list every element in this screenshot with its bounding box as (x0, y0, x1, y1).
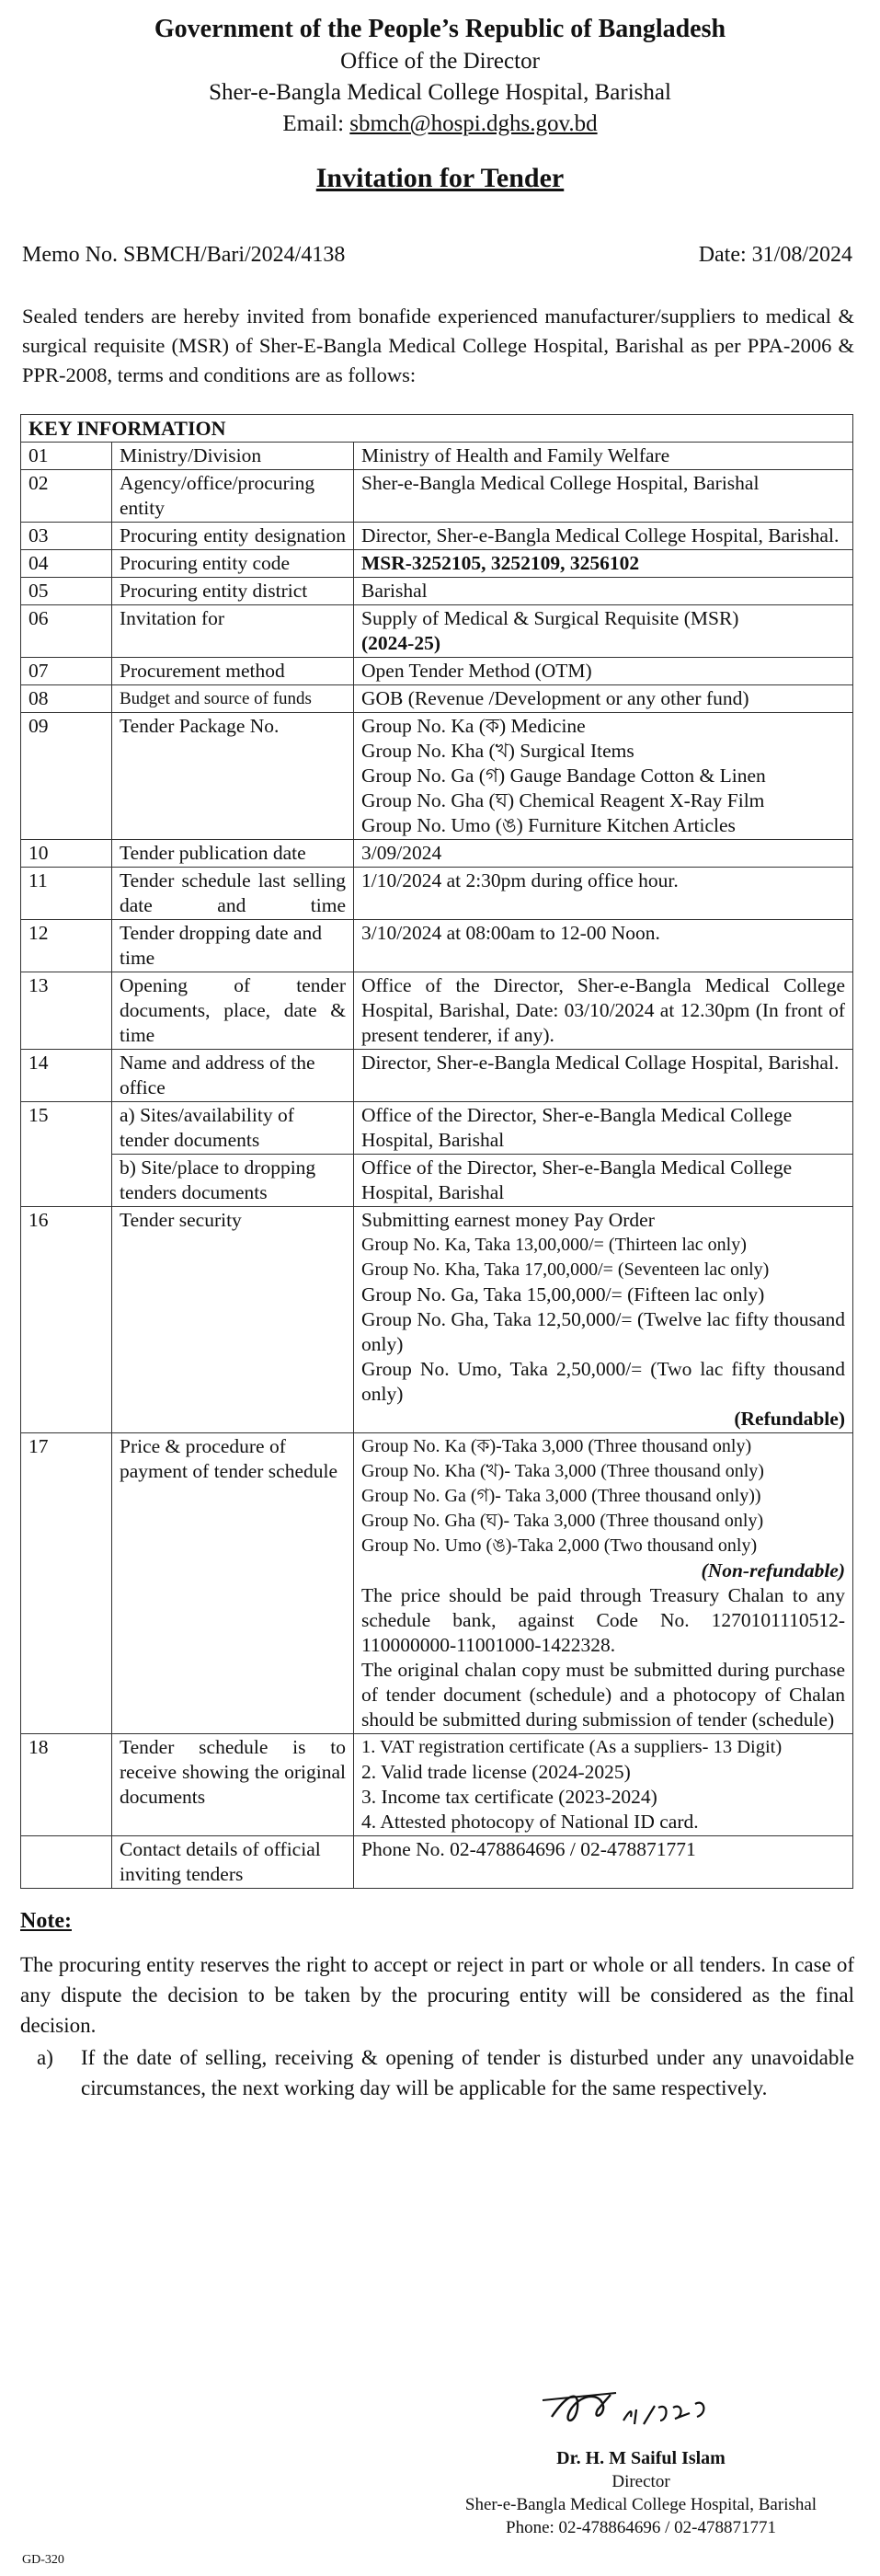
security-group: Group No. Kha, Taka 17,00,000/= (Seventeen lac only) (361, 1259, 770, 1280)
table-row (21, 1102, 853, 1155)
row-number: 18 (21, 1734, 112, 1836)
row-label: Procuring entity designation (112, 523, 354, 550)
table-row (21, 840, 853, 868)
row-label: Procurement method (112, 658, 354, 685)
table-row (21, 713, 853, 840)
memo-date: Date: 31/08/2024 (698, 243, 852, 267)
schedule-price-group: Group No. Ga (গ)- Taka 3,000 (Three thousand only)) (361, 1486, 761, 1506)
table-heading: KEY INFORMATION (21, 415, 853, 443)
invitation-year: (2024-25) (361, 632, 440, 654)
row-label: Procuring entity code (112, 550, 354, 578)
row-value: Office of the Director, Sher-e-Bangla Medical College Hospital, Barishal, Date: 03/10/2024 at 12.30pm (In front of present tenderer, if any). (354, 972, 853, 1050)
table-row (21, 443, 853, 470)
row-number: 03 (21, 523, 112, 550)
payment-instructions: The price should be paid through Treasury Chalan to any schedule bank, against Code No. 1270101110512-110000000-11001000-1422328. (361, 1584, 845, 1656)
row-label: Price & procedure of payment of tender schedule (112, 1433, 354, 1734)
row-value: Director, Sher-e-Bangla Medical College Hospital, Barishal. (354, 523, 853, 550)
page-title: Invitation for Tender (315, 163, 565, 193)
row-number: 14 (21, 1050, 112, 1102)
row-number: 09 (21, 713, 112, 840)
government-name: Government of the People’s Republic of Bangladesh (154, 15, 726, 43)
row-number (21, 1836, 112, 1889)
row-label: Procuring entity district (112, 578, 354, 605)
row-number: 01 (21, 443, 112, 470)
row-number: 07 (21, 658, 112, 685)
note-item-marker: a) (37, 2046, 53, 2069)
director-signature (515, 2360, 846, 2443)
key-information-table (20, 414, 853, 1889)
email-label: Email: (282, 111, 345, 136)
table-row (21, 920, 853, 972)
row-number: 17 (21, 1433, 112, 1734)
signatory-designation: Director (611, 2472, 670, 2491)
row-label: Invitation for (112, 605, 354, 658)
table-row (21, 523, 853, 550)
note-heading: Note: (20, 1909, 72, 1933)
row-number: 15 (21, 1102, 112, 1207)
letterhead (0, 13, 880, 140)
row-label: Agency/office/procuring entity (112, 470, 354, 523)
row-number: 02 (21, 470, 112, 523)
row-value: Barishal (354, 578, 853, 605)
row-label: Ministry/Division (112, 443, 354, 470)
row-value (354, 605, 853, 658)
schedule-price-group: Group No. Ka (ক)-Taka 3,000 (Three thousand only) (361, 1436, 752, 1456)
email-link[interactable]: sbmch@hospi.dghs.gov.bd (349, 111, 598, 136)
intro-paragraph: Sealed tenders are hereby invited from bonafide experienced manufacturer/suppliers to medical & surgical requisite (MSR) of Sher-E-Bangla Medical College Hospital, Barishal as per PPA-2006 & PPR-2008, terms and conditions are as follows: (22, 305, 854, 386)
row-label: Tender Package No. (112, 713, 354, 840)
row-label: Tender schedule last selling date and time (112, 868, 354, 920)
row-number: 05 (21, 578, 112, 605)
package-group: Group No. Umo (ঙ) Furniture Kitchen Articles (361, 814, 736, 836)
memo-number: Memo No. SBMCH/Bari/2024/4138 (22, 243, 346, 267)
row-number: 10 (21, 840, 112, 868)
row-value (354, 1734, 853, 1836)
schedule-price-group: Group No. Kha (খ)- Taka 3,000 (Three thousand only) (361, 1461, 764, 1481)
table-row (21, 868, 853, 920)
required-document: 2. Valid trade license (2024-2025) (361, 1761, 631, 1783)
table-row (21, 1050, 853, 1102)
invitation-text: Supply of Medical & Surgical Requisite (MSR) (361, 607, 739, 629)
row-value: Office of the Director, Sher-e-Bangla Medical College Hospital, Barishal (354, 1155, 853, 1207)
memo-row (22, 239, 852, 270)
row-label: Budget and source of funds (112, 685, 354, 713)
row-number: 04 (21, 550, 112, 578)
row-value: Ministry of Health and Family Welfare (354, 443, 853, 470)
table-row (21, 685, 853, 713)
required-document: 1. VAT registration certificate (As a suppliers- 13 Digit) (361, 1737, 783, 1757)
table-row (21, 1155, 853, 1207)
schedule-price-group: Group No. Gha (ঘ)- Taka 3,000 (Three thousand only) (361, 1511, 764, 1531)
row-label: Tender publication date (112, 840, 354, 868)
row-value: 1/10/2024 at 2:30pm during office hour. (354, 868, 853, 920)
email-line (0, 109, 880, 140)
package-group: Group No. Ka (ক) Medicine (361, 715, 586, 737)
row-label: a) Sites/availability of tender documents (112, 1102, 354, 1155)
table-row (21, 1836, 853, 1889)
chalan-instructions: The original chalan copy must be submitted during purchase of tender document (schedule) and a photocopy of Chalan should be submitted during submission of tender (schedule) (361, 1659, 845, 1731)
required-document: 4. Attested photocopy of National ID card. (361, 1811, 699, 1833)
table-row (21, 658, 853, 685)
row-value: MSR-3252105, 3252109, 3256102 (354, 550, 853, 578)
footer-code: GD-320 (22, 2553, 64, 2567)
row-number: 08 (21, 685, 112, 713)
note-paragraph: The procuring entity reserves the right to accept or reject in part or whole or all tenders. In case of any dispute the decision to be taken by the procuring entity will be considered as the final decision. (20, 1953, 854, 2037)
signatory-name: Dr. H. M Saiful Islam (556, 2448, 726, 2468)
refundable-tag: (Refundable) (734, 1408, 845, 1430)
table-row (21, 1207, 853, 1433)
office-name: Office of the Director (340, 49, 540, 74)
row-value: Phone No. 02-478864696 / 02-478871771 (354, 1836, 853, 1889)
row-value (354, 1433, 853, 1734)
package-group: Group No. Kha (খ) Surgical Items (361, 740, 634, 762)
row-value: 3/10/2024 at 08:00am to 12-00 Noon. (354, 920, 853, 972)
security-group: Group No. Gha, Taka 12,50,000/= (Twelve lac fifty thousand only) (361, 1308, 845, 1355)
security-group: Group No. Ga, Taka 15,00,000/= (Fifteen lac only) (361, 1283, 765, 1305)
row-label: Name and address of the office (112, 1050, 354, 1102)
table-row (21, 1433, 853, 1734)
table-row (21, 550, 853, 578)
row-value: Office of the Director, Sher-e-Bangla Medical College Hospital, Barishal (354, 1102, 853, 1155)
row-label: Opening of tender documents, place, date & time (112, 972, 354, 1050)
security-group: Group No. Ka, Taka 13,00,000/= (Thirteen lac only) (361, 1235, 747, 1255)
row-number: 11 (21, 868, 112, 920)
row-label: Tender security (112, 1207, 354, 1433)
row-value: Open Tender Method (OTM) (354, 658, 853, 685)
signature-block (439, 2447, 843, 2539)
row-number: 06 (21, 605, 112, 658)
row-label: Tender schedule is to receive showing the original documents (112, 1734, 354, 1836)
row-value (354, 1207, 853, 1433)
row-label: Tender dropping date and time (112, 920, 354, 972)
row-label: b) Site/place to dropping tenders documents (112, 1155, 354, 1207)
row-value: Director, Sher-e-Bangla Medical Collage Hospital, Barishal. (354, 1050, 853, 1102)
row-value: GOB (Revenue /Development or any other fund) (354, 685, 853, 713)
note-item-text: If the date of selling, receiving & opening of tender is disturbed under any unavoidable circumstances, the next working day will be applicable for the same respectively. (81, 2046, 854, 2099)
security-group: Group No. Umo, Taka 2,50,000/= (Two lac fifty thousand only) (361, 1358, 845, 1405)
row-value: 3/09/2024 (354, 840, 853, 868)
non-refundable-tag: (Non-refundable) (701, 1559, 845, 1581)
required-document: 3. Income tax certificate (2023-2024) (361, 1786, 657, 1808)
table-heading-row (21, 415, 853, 443)
signatory-phone: Phone: 02-478864696 / 02-478871771 (506, 2518, 776, 2537)
table-row (21, 578, 853, 605)
signatory-hospital: Sher-e-Bangla Medical College Hospital, Barishal (464, 2495, 817, 2514)
row-number: 13 (21, 972, 112, 1050)
row-number: 16 (21, 1207, 112, 1433)
table-row (21, 972, 853, 1050)
table-row (21, 605, 853, 658)
row-value: Sher-e-Bangla Medical College Hospital, Barishal (354, 470, 853, 523)
row-label: Contact details of official inviting tenders (112, 1836, 354, 1889)
row-value (354, 713, 853, 840)
schedule-price-group: Group No. Umo (ঙ)-Taka 2,000 (Two thousand only) (361, 1535, 758, 1556)
security-intro: Submitting earnest money Pay Order (361, 1209, 655, 1231)
row-number: 12 (21, 920, 112, 972)
package-group: Group No. Gha (ঘ) Chemical Reagent X-Ray Film (361, 789, 765, 811)
note-item (20, 2042, 854, 2103)
table-row (21, 470, 853, 523)
table-row (21, 1734, 853, 1836)
hospital-name: Sher-e-Bangla Medical College Hospital, Barishal (209, 80, 671, 105)
package-group: Group No. Ga (গ) Gauge Bandage Cotton & Linen (361, 765, 766, 787)
